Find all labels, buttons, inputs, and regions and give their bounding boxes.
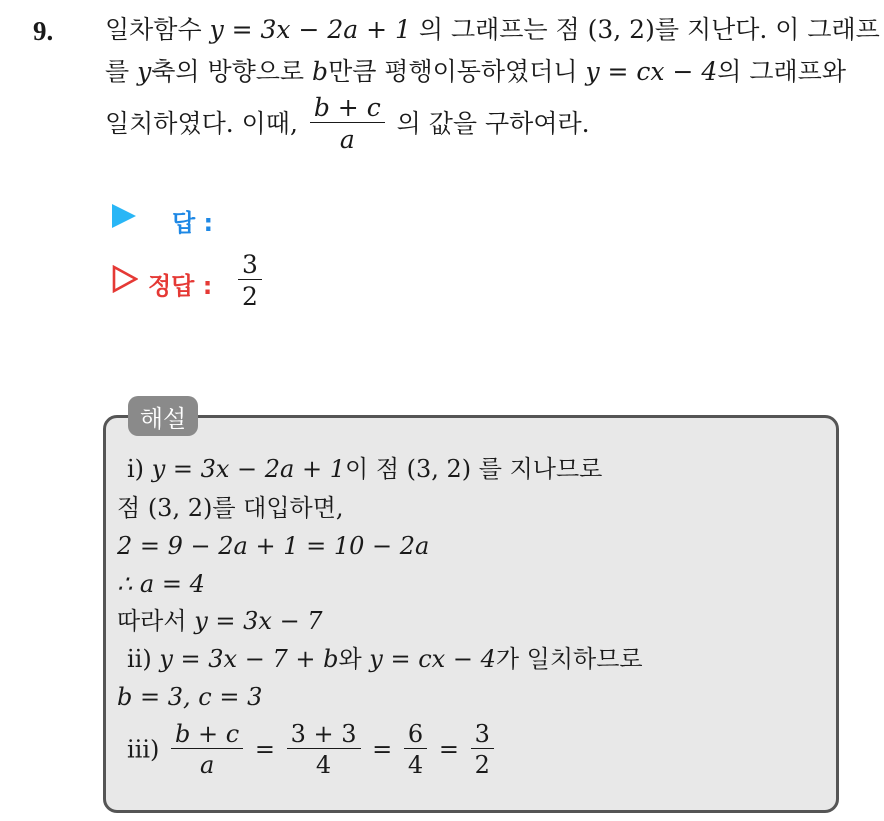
answer-label: 답 : — [172, 209, 214, 237]
question-fraction: $\frac{b + c}{a}$ — [310, 95, 385, 152]
solution-tag: 해설 — [128, 396, 198, 436]
solution-line-6: ⅱ) y = 3x − 7 + b와 y = cx − 4가 일치하므로 — [127, 645, 643, 673]
solution-fraction-4: $\frac{3}{2}$ — [471, 722, 494, 777]
solution-fraction-2: $\frac{3 + 3}{4}$ — [287, 722, 361, 777]
target-equation: y = cx − 4 — [585, 57, 718, 86]
question-line-2: 를 y축의 방향으로 b만큼 평행이동하였더니 y = cx − 4의 그래프와 — [105, 57, 846, 86]
solution-line-1: ⅰ) y = 3x − 2a + 1이 점 (3, 2) 를 지나므로 — [127, 455, 603, 483]
correct-answer-label: 정답 : — [148, 272, 213, 300]
function-equation: y = 3x − 2a + 1 — [209, 15, 411, 44]
solution-line-2: 점 (3, 2)를 대입하면, — [117, 494, 344, 522]
solution-line-7: b = 3, c = 3 — [117, 683, 263, 711]
solution-fraction-1: $\frac{b + c}{a}$ — [171, 722, 243, 777]
solution-line-3: 2 = 9 − 2a + 1 = 10 − 2a — [117, 532, 430, 560]
question-line-1: 일차함수 y = 3x − 2a + 1 의 그래프는 점 (3, 2)를 지난다. 이 그래프 — [105, 15, 880, 44]
correct-answer-value: $\frac{3}{2}$ — [234, 252, 266, 309]
solution-fraction-3: $\frac{6}{4}$ — [404, 722, 427, 777]
solution-line-5: 따라서 y = 3x − 7 — [117, 607, 323, 635]
question-line-3: 일치하였다. 이때, $\frac{b + c}{a}$ 의 값을 구하여라. — [105, 93, 590, 154]
question-number: 9. — [33, 16, 54, 46]
correct-answer-arrow-icon — [112, 265, 138, 297]
answer-arrow-icon — [112, 204, 136, 228]
solution-line-4: ∴ a = 4 — [117, 570, 205, 598]
solution-line-8: ⅲ) $\frac{b + c}{a}$ = $\frac{3 + 3}{4}$ = $\frac{6}{4}$ = $\frac{3}{2}$ — [127, 722, 498, 777]
